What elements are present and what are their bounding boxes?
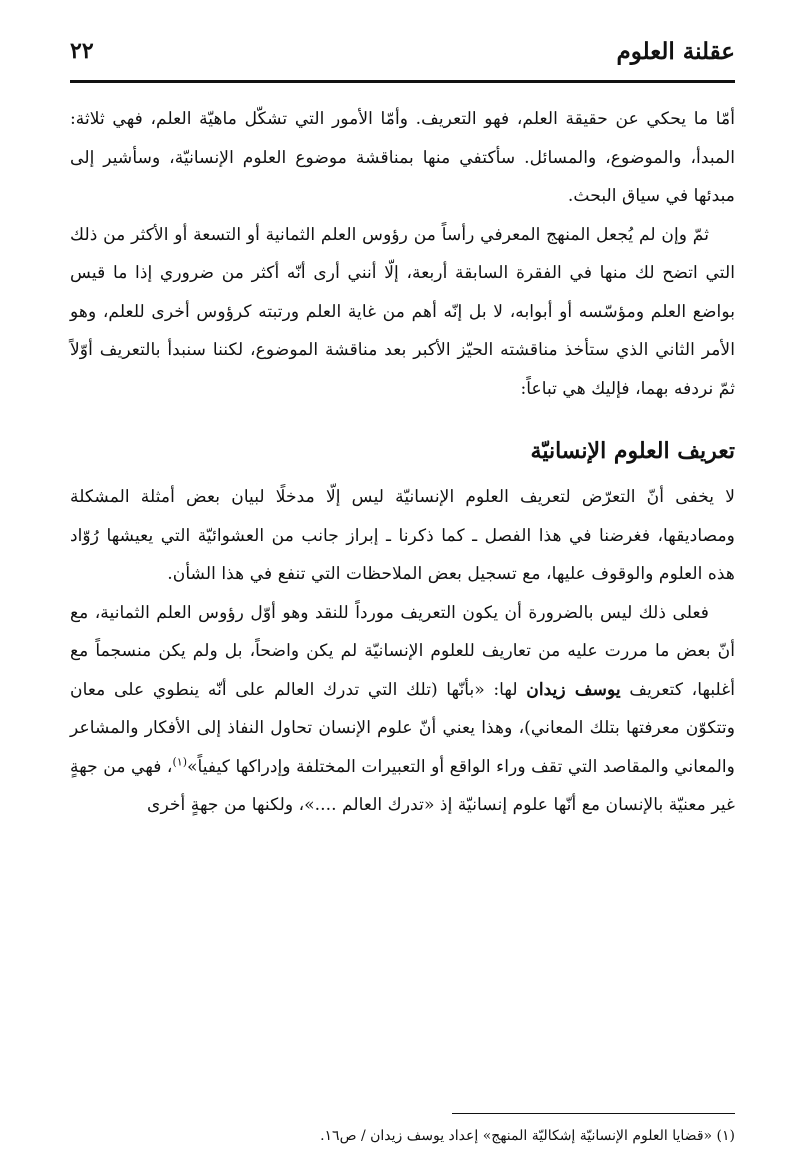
header-divider — [70, 80, 735, 83]
body-text — [70, 100, 735, 825]
page-number: ٢٢ — [70, 38, 94, 64]
paragraph-3: لا يخفى أنّ التعرّض لتعريف العلوم الإنسانيّة ليس إلّا مدخلًا لبيان بعض أمثلة المشكلة ومصاديقها، فغرضنا في هذا الفصل ـ كما ذكرنا ـ إبراز جانب من العشوائيّة التي يعيشها رُوّاد هذه العلوم والوقوف عليها، مع تسجيل بعض الملاحظات التي تنفع في هذا الشأن. — [70, 487, 735, 584]
paragraph-4-text-a: فعلى ذلك ليس بالضرورة أن يكون التعريف مورداً للنقد وهو أوّل رؤوس العلم الثمانية، مع أنّ بعض ما مررت عليه من تعاريف للعلوم الإنسانيّة لم يكن واضحاً، بل ولم يكن منسجماً مع أغلبها، كتعريف — [70, 602, 736, 700]
footnote: (١) «قضايا العلوم الإنسانيّة إشكاليّة المنهج» إعداد يوسف زيدان / ص١٦. — [320, 1128, 735, 1144]
paragraph-4-text-c: ، فهي من جهةٍ غير معنيّة بالإنسان مع أنّها علوم إنسانيّة إذ «تدرك العالم ....»، ولكنها من جهةٍ أخرى — [70, 756, 735, 815]
paragraph-2: ثمّ وإن لم يُجعل المنهج المعرفي رأساً من رؤوس العلم الثمانية أو التسعة أو الأكثر من ذلك التي اتضح لك منها في الفقرة السابقة أربعة، إلّا أنني أرى أنّه أكثر من ضروري إذا ما قيس بواضع العلم ومؤسّسه أو أبوابه، لا بل إنّه أهم من غاية العلم ورتبته كرؤوس أخرى للعلم، وهو الأمر الثاني الذي ستأخذ مناقشته الحيّز الأكبر بعد مناقشة الموضوع، لكننا سنبدأ بالتعريف أوّلاً ثمّ نردفه بهما، فإليك هي تباعاً: — [70, 224, 735, 399]
paragraph-1: أمّا ما يحكي عن حقيقة العلم، فهو التعريف. وأمّا الأمور التي تشكّل ماهيّة العلم، فهي ثلاثة: المبدأ، والموضوع، والمسائل. سأكتفي منها بمناقشة موضوع العلوم الإنسانيّة، وسأشير إلى مبدئها في سياق البحث. — [70, 109, 735, 206]
paragraph-4 — [70, 594, 735, 825]
paragraph-4-text-b: لها: «بأنّها (تلك التي تدرك العالم على أنّه ينطوي على معان وتتكوّن معرفتها بتلك المعاني)، وهذا يعني أنّ علوم الإنسان تحاول النفاذ إلى الأفكار والمشاعر والمعاني والمقاصد التي تقف وراء الواقع أو التعبيرات المختلفة وإدراكها كيفياً» — [70, 679, 735, 777]
running-title: عقلنة العلوم — [616, 37, 735, 65]
author-name: يوسف زيدان — [526, 679, 621, 700]
page-header — [70, 22, 735, 80]
section-heading: تعريف العلوم الإنسانيّة — [530, 438, 735, 464]
footnote-divider — [452, 1113, 735, 1114]
footnote-reference[interactable]: (١) — [172, 754, 187, 768]
